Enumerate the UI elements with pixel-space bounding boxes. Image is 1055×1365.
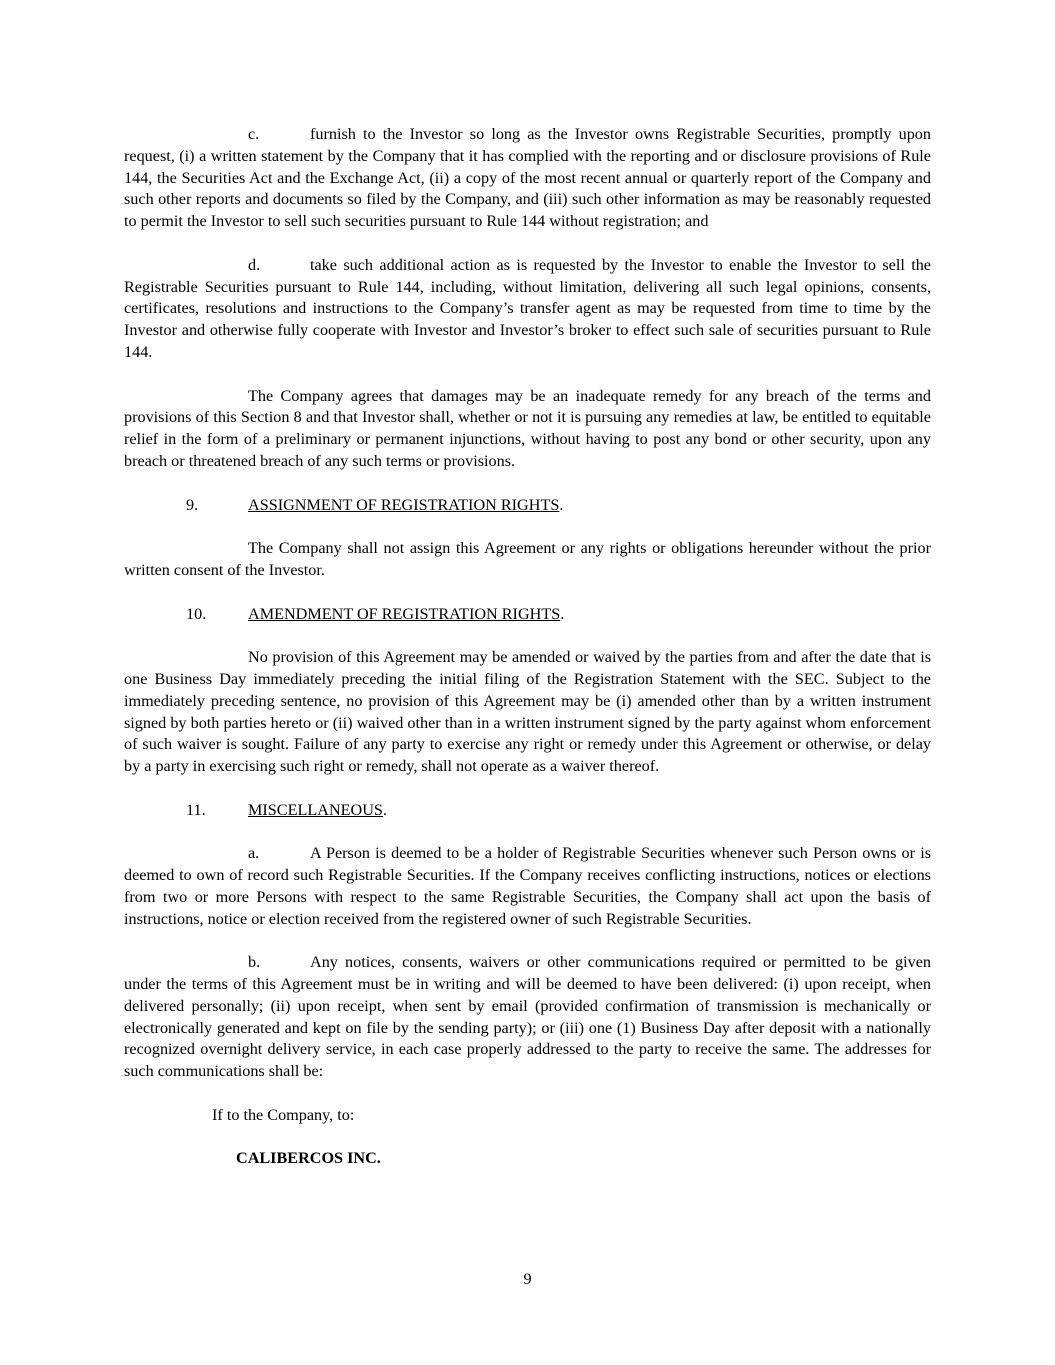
spacer	[124, 1083, 931, 1105]
list-marker: d.	[248, 255, 261, 274]
list-marker: c.	[248, 125, 260, 143]
address-intro: If to the Company, to:	[212, 1105, 355, 1124]
section-9-body: The Company shall not assign this Agreement or any rights or obligations hereunder without the prior written consent of the Investor.	[124, 539, 931, 579]
spacer	[124, 822, 931, 844]
section-10-heading: 10. AMENDMENT OF REGISTRATION RIGHTS.	[124, 604, 931, 626]
spacer	[124, 233, 931, 255]
spacer	[124, 625, 931, 647]
section-11-heading: 11. MISCELLANEOUS.	[124, 800, 931, 822]
list-item-text: furnish to the Investor so long as the Investor owns Registrable Securities, promptly upon request, (i) a written statement by the Company that it has complied with the reporting and or disclosure provisions of Rule 144, the Securities Act and the Exchange Act, (ii) a copy of the most recent annual or quarterly report of the Company and such other reports and documents so filed by the Company, and (iii) such other information as may be reasonably requested to permit the Investor to sell such securities pursuant to Rule 144 without registration; and	[124, 125, 931, 231]
list-item-text: A Person is deemed to be a holder of Registrable Securities whenever such Person owns or is deemed to own of record such Registrable Securities. If the Company receives conflicting instructions, notices or elections from two or more Persons with respect to the same Registrable Securities, the Company shall act upon the basis of instructions, notice or election received from the registered owner of such Registrable Securities.	[124, 844, 931, 928]
spacer	[124, 582, 931, 604]
spacer	[124, 516, 931, 538]
spacer	[124, 778, 931, 800]
section-title: MISCELLANEOUS	[248, 800, 383, 819]
list-item-b	[124, 952, 931, 1083]
list-item-d	[124, 255, 931, 364]
section-10-body: No provision of this Agreement may be amended or waived by the parties from and after the date that is one Business Day immediately preceding the initial filing of the Registration Statement with the SEC. Subject to the immediately preceding sentence, no provision of this Agreement may be (i) amended other than by a written instrument signed by both parties hereto or (ii) waived other than in a written instrument signed by the party against whom enforcement of such waiver is sought. Failure of any party to exercise any right or remedy under this Agreement or otherwise, or delay by a party in exercising such right or remedy, shall not operate as a waiver thereof.	[124, 648, 931, 776]
section-number: 11.	[186, 800, 206, 819]
document-body	[124, 124, 931, 1170]
spacer	[124, 364, 931, 386]
list-marker: b.	[248, 953, 261, 972]
company-name: CALIBERCOS INC.	[236, 1149, 381, 1168]
section-title: ASSIGNMENT OF REGISTRATION RIGHTS	[248, 495, 560, 514]
list-marker: a.	[248, 844, 260, 863]
section-number: 9.	[186, 495, 199, 514]
remedy-paragraph: The Company agrees that damages may be an inadequate remedy for any breach of the terms and provisions of this Section 8 and that Investor shall, whether or not it is pursuing any remedies at law, be entitled to equitable relief in the form of a preliminary or permanent injunctions, without having to post any bond or other security, upon any breach or threatened breach of any such terms or provisions.	[124, 386, 931, 470]
spacer	[124, 473, 931, 495]
list-item-text: Any notices, consents, waivers or other communications required or permitted to be given under the terms of this Agreement must be in writing and will be deemed to have been delivered: (i) upon receipt, when delivered personally; (ii) upon receipt, when sent by email (provided confirmation of transmission is mechanically or electronically generated and kept on file by the sending party); or (iii) one (1) Business Day after deposit with a nationally recognized overnight delivery service, in each case properly addressed to the party to receive the same. The addresses for such communications shall be:	[124, 953, 931, 1081]
page-number: 9	[523, 1270, 532, 1288]
list-item-text: take such additional action as is requested by the Investor to enable the Investor to sell the Registrable Securities pursuant to Rule 144, including, without limitation, delivering all such legal opinions, consents, certificates, resolutions and instructions to the Company’s transfer agent as may be requested from time to time by the Investor and otherwise fully cooperate with Investor and Investor’s broker to effect such sale of securities pursuant to Rule 144.	[124, 255, 931, 361]
spacer	[124, 1127, 931, 1149]
section-number: 10.	[186, 604, 207, 623]
list-item-a	[124, 843, 931, 930]
list-item-c	[124, 124, 931, 233]
spacer	[124, 930, 931, 952]
section-9-heading: 9. ASSIGNMENT OF REGISTRATION RIGHTS.	[124, 495, 931, 517]
section-title: AMENDMENT OF REGISTRATION RIGHTS	[248, 604, 561, 623]
